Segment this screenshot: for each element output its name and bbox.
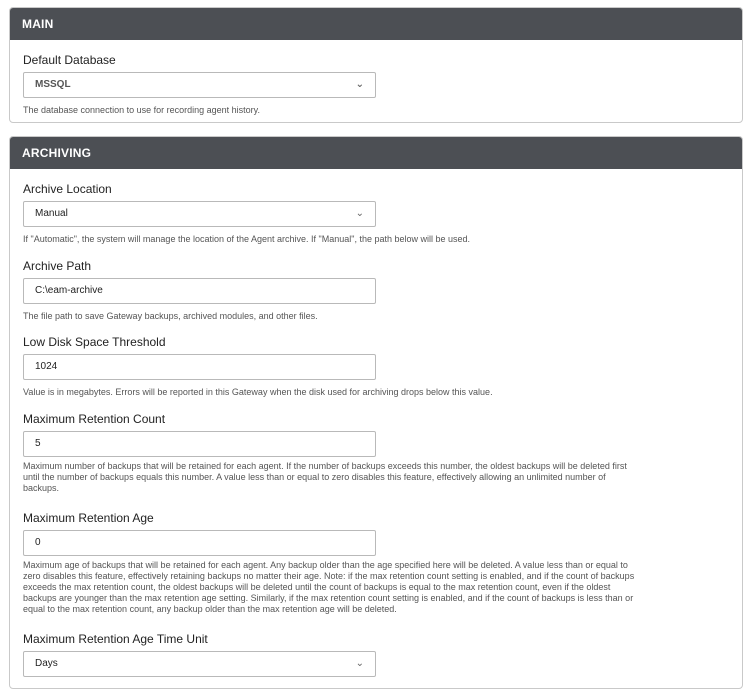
max-retention-age-unit-field (23, 631, 738, 669)
max-retention-age-unit-select[interactable] (23, 651, 376, 677)
default-database-value: MSSQL (35, 79, 71, 90)
max-retention-count-value: 5 (35, 438, 41, 449)
max-retention-age-label: Maximum Retention Age (23, 511, 154, 525)
archive-location-value: Manual (35, 208, 68, 219)
max-retention-age-unit-value: Days (35, 658, 58, 669)
archive-location-field (23, 181, 738, 244)
max-retention-age-help (23, 560, 634, 615)
help-line: equal to the max retention count, any backup older than the max retention age will be deleted. (23, 604, 397, 614)
help-line: backups are younger than the max retention age setting. Similarly, if the max retention count setting is enabled, and if the count of backups is less than or (23, 593, 634, 603)
archiving-panel-header: ARCHIVING (10, 137, 742, 169)
default-database-select[interactable] (23, 72, 376, 98)
help-line: zero disables this feature, effectively retaining backups no matter their age. Note: if the max retention count setting is enabled, and if the count of backups (23, 571, 635, 581)
max-retention-age-field (23, 510, 738, 614)
archive-location-label: Archive Location (23, 182, 112, 196)
default-database-field (23, 52, 738, 115)
low-disk-space-field (23, 334, 738, 397)
archive-path-help: The file path to save Gateway backups, archived modules, and other files. (23, 311, 318, 321)
archive-path-field (23, 258, 738, 321)
help-line: backups. (23, 483, 60, 493)
max-retention-count-help (23, 461, 627, 494)
max-retention-count-label: Maximum Retention Count (23, 412, 166, 426)
max-retention-age-value: 0 (35, 537, 41, 548)
main-panel-header: MAIN (10, 8, 742, 40)
archive-location-select[interactable] (23, 201, 376, 227)
low-disk-space-label: Low Disk Space Threshold (23, 335, 166, 349)
default-database-help: The database connection to use for recording agent history. (23, 105, 260, 115)
low-disk-space-value: 1024 (35, 361, 58, 372)
chevron-down-icon: ⌄ (355, 208, 364, 219)
low-disk-space-input[interactable] (23, 354, 376, 380)
default-database-label: Default Database (23, 53, 116, 67)
archiving-panel (9, 136, 743, 689)
low-disk-space-help: Value is in megabytes. Errors will be reported in this Gateway when the disk used for archiving drops below this value. (23, 387, 493, 397)
max-retention-age-unit-label: Maximum Retention Age Time Unit (23, 632, 208, 646)
help-line: exceeds the max retention count, the oldest backups will be deleted until the count of backups is equal to the max retention count, even if the oldest (23, 582, 611, 592)
chevron-down-icon: ⌄ (355, 79, 364, 90)
max-retention-count-field (23, 411, 738, 493)
archive-path-value: C:\eam-archive (35, 285, 103, 296)
help-line: Maximum age of backups that will be retained for each agent. Any backup older than the age specified here will be deleted. A value less than or equal to (23, 560, 628, 570)
chevron-down-icon: ⌄ (355, 658, 364, 669)
max-retention-count-input[interactable] (23, 431, 376, 457)
archive-location-help: If "Automatic", the system will manage the location of the Agent archive. If "Manual", the path below will be used. (23, 234, 471, 244)
archive-path-input[interactable] (23, 278, 376, 304)
help-line: Maximum number of backups that will be retained for each agent. If the number of backups exceeds this number, the oldest backups will be deleted first (23, 461, 627, 471)
main-panel (9, 7, 743, 123)
archive-path-label: Archive Path (23, 259, 92, 273)
help-line: until the number of backups equals this number. A value less than or equal to zero disables this feature, effectively allowing an unlimited number of (23, 472, 606, 482)
max-retention-age-input[interactable] (23, 530, 376, 556)
